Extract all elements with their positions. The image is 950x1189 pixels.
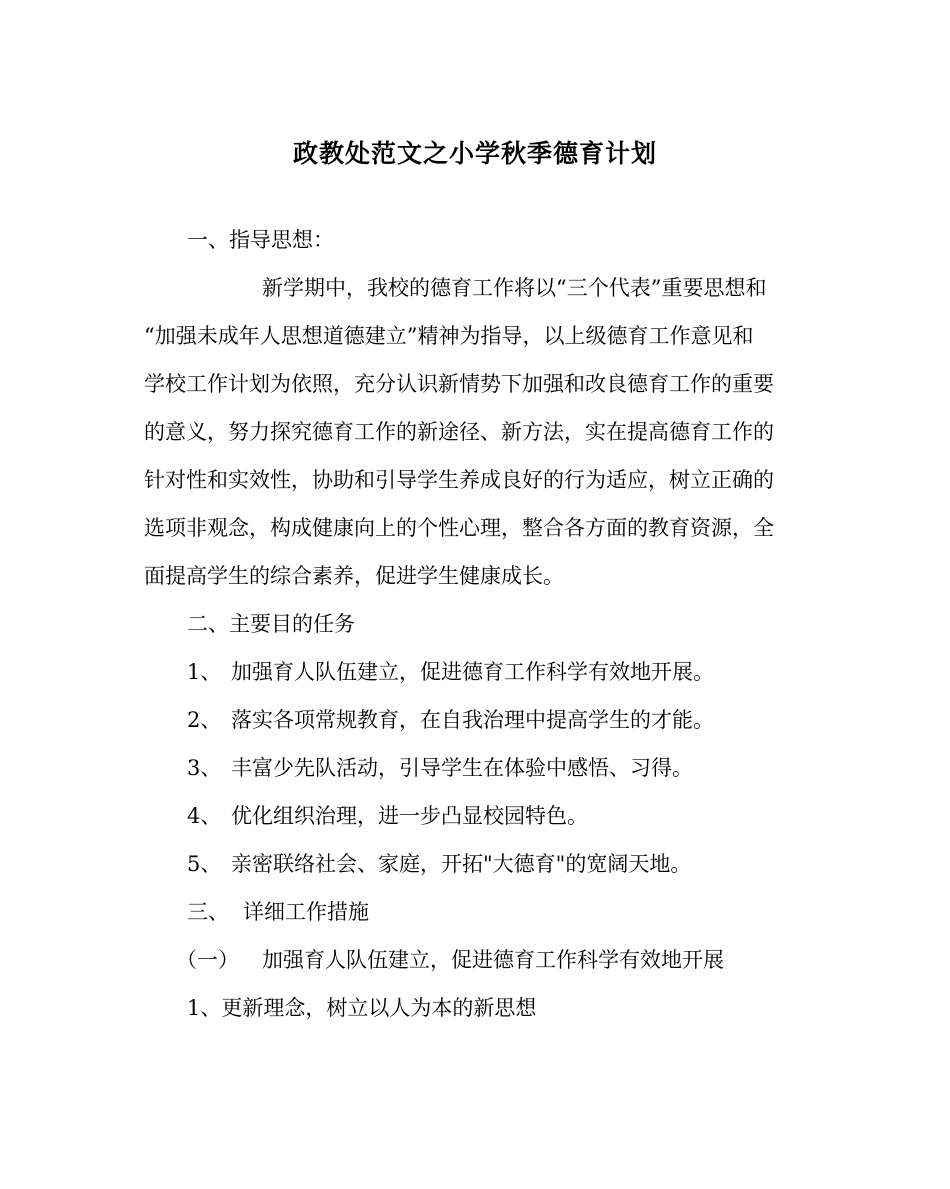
- task-number: 2、: [187, 708, 222, 732]
- task-item-4: [187, 801, 588, 831]
- task-item-2: [187, 705, 714, 735]
- task-item-1: [187, 657, 714, 687]
- subsection-1-heading: [176, 945, 724, 975]
- task-text: 丰富少先队活动，引导学生在体验中感悟、习得。: [231, 756, 693, 780]
- task-number: 4、: [187, 804, 222, 828]
- task-text: 优化组织治理，进一步凸显校园特色。: [231, 804, 588, 828]
- subsection-1-number: （一）: [176, 948, 239, 972]
- section-3-heading: [187, 897, 369, 927]
- paragraph-1-line-4: 的意义，努力探究德育工作的新途径、新方法，实在提高德育工作的: [144, 420, 774, 444]
- paragraph-1-line-2: “加强未成年人思想道德建立”精神为指导，以上级德育工作意见和: [144, 324, 754, 348]
- task-text: 加强育人队伍建立，促进德育工作科学有效地开展。: [231, 660, 714, 684]
- task-text: 亲密联络社会、家庭，开拓"大德育"的宽阔天地。: [231, 852, 692, 876]
- paragraph-1-line-1: 新学期中，我校的德育工作将以“三个代表”重要思想和: [262, 276, 767, 300]
- task-item-3: [187, 753, 693, 783]
- task-text: 落实各项常规教育，在自我治理中提高学生的才能。: [231, 708, 714, 732]
- subsection-1-heading-text: 加强育人队伍建立，促进德育工作科学有效地开展: [262, 948, 724, 972]
- paragraph-1-line-6: 选项非观念，构成健康向上的个性心理，整合各方面的教育资源，全: [144, 516, 774, 540]
- task-item-5: [187, 849, 691, 879]
- document-title: 政教处范文之小学秋季德育计划: [292, 139, 657, 168]
- section-3-heading-text: 详细工作措施: [243, 900, 369, 924]
- paragraph-1-line-5: 针对性和实效性，协助和引导学生养成良好的行为适应，树立正确的: [144, 468, 774, 492]
- task-number: 5、: [187, 852, 222, 876]
- section-3-number: 三、: [187, 900, 229, 924]
- item-1-heading: 1、更新理念，树立以人为本的新思想: [187, 996, 537, 1020]
- paragraph-1-line-3: 学校工作计划为依照，充分认识新情势下加强和改良德育工作的重要: [144, 372, 774, 396]
- section-1-heading: 一、指导思想：: [187, 228, 334, 252]
- paragraph-1-line-7: 面提高学生的综合素养，促进学生健康成长。: [144, 564, 564, 588]
- task-number: 1、: [187, 660, 222, 684]
- section-2-heading: 二、主要目的任务: [187, 612, 355, 636]
- task-number: 3、: [187, 756, 222, 780]
